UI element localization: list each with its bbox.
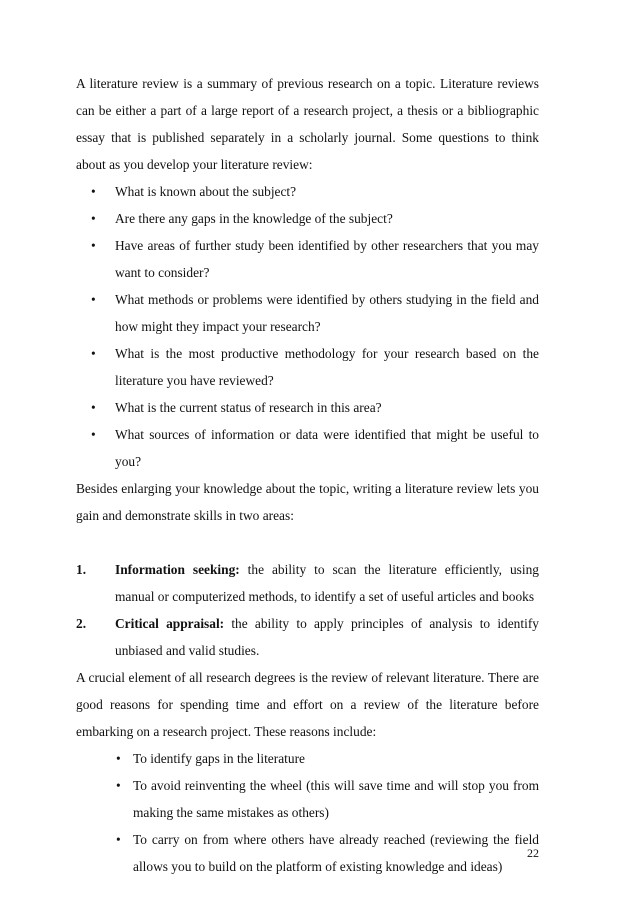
bullet-icon: • [91,211,96,226]
reasons-intro-paragraph: A crucial element of all research degrees is the review of relevant literature. There are good reasons for spending time and effort on a review of the literature before embarking on a research project. These reasons include: [76,670,539,739]
skill-term: Critical appraisal: [115,616,225,631]
list-item-text: Have areas of further study been identified by other researchers that you may want to consider? [115,238,539,280]
list-item [76,394,539,421]
list-item [76,205,539,232]
list-item-text: What is the most productive methodology for your research based on the literature you have reviewed? [115,346,539,388]
page-number: 22 [527,846,539,860]
list-item [76,232,539,286]
list-item-text: To carry on from where others have already reached (reviewing the field allows you to build on the platform of existing knowledge and ideas) [133,832,539,874]
reasons-list [76,745,539,880]
list-item-text: What methods or problems were identified by others studying in the field and how might they impact your research? [115,292,539,334]
bullet-icon: • [91,292,96,307]
list-item [76,286,539,340]
numbered-item [76,610,539,664]
item-number: 2. [76,616,87,631]
skill-description: the ability to scan the literature efficiently, using manual or computerized methods, to identify a set of useful articles and books [115,562,539,604]
list-item-text: To identify gaps in the literature [133,751,305,766]
bullet-icon: • [91,184,96,199]
list-item [76,826,539,880]
numbered-item [76,556,539,610]
list-item [76,421,539,475]
bullet-icon: • [116,751,121,766]
intro-paragraph: A literature review is a summary of previous research on a topic. Literature reviews can be either a part of a large report of a research project, a thesis or a bibliographic essay that is published separately in a scholarly journal. Some questions to think about as you develop your literature review: [76,76,539,172]
bullet-icon: • [91,346,96,361]
list-item [76,178,539,205]
item-number: 1. [76,562,87,577]
skills-list [76,556,539,664]
bullet-icon: • [91,400,96,415]
list-item [76,340,539,394]
list-item-text: What is known about the subject? [115,184,297,199]
list-item-text: Are there any gaps in the knowledge of the subject? [115,211,393,226]
questions-list [76,178,539,475]
list-item-text: To avoid reinventing the wheel (this will save time and will stop you from making the same mistakes as others) [133,778,539,820]
list-item-text: What is the current status of research in this area? [115,400,382,415]
bullet-icon: • [91,238,96,253]
skill-term: Information seeking: [115,562,240,577]
skill-description: the ability to apply principles of analysis to identify unbiased and valid studies. [115,616,539,658]
list-item [76,745,539,772]
bullet-icon: • [116,832,121,847]
bullet-icon: • [91,427,96,442]
skills-intro-paragraph: Besides enlarging your knowledge about the topic, writing a literature review lets you gain and demonstrate skills in two areas: [76,481,539,523]
document-page [76,70,539,880]
list-item [76,772,539,826]
bullet-icon: • [116,778,121,793]
list-item-text: What sources of information or data were identified that might be useful to you? [115,427,539,469]
paragraph-spacer [76,529,539,556]
